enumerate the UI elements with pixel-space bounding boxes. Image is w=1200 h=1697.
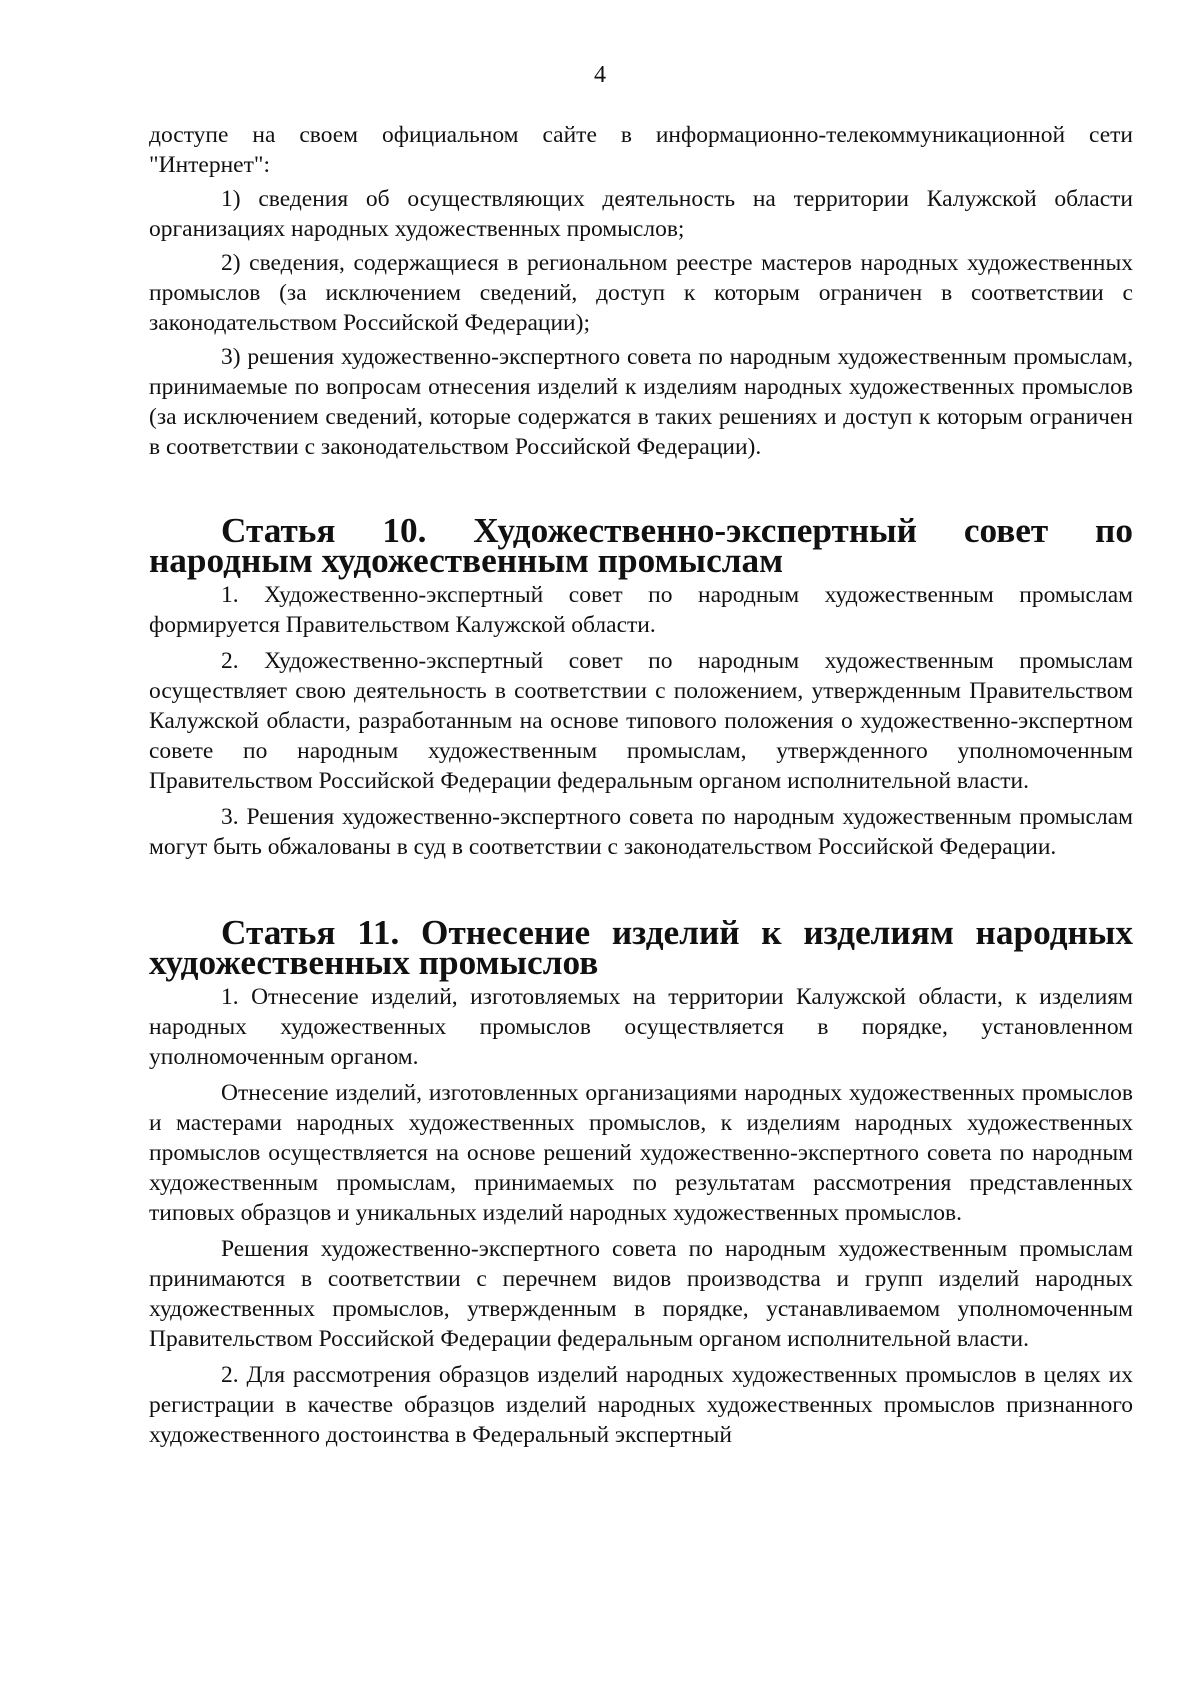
article-10-paragraph-3: 3. Решения художественно-экспертного совета по народным художественным промыслам могут быть обжалованы в суд в соответствии с законодательством Российской Федерации. (149, 804, 1133, 860)
document-body (149, 120, 1133, 1456)
article-11-heading: Статья 11. Отнесение изделий к изделиям народных художественных промыслов (149, 913, 1133, 982)
article-10-paragraph-2: 2. Художественно-экспертный совет по народным художественным промыслам осуществляет свою деятельность в соответствии с положением, утвержденным Правительством Калужской области, разработанным на основе типового положения о художественно-экспертном совете по народным художественным промыслам, утвержденного уполномоченным Правительством Российской Федерации федеральным органом исполнительной власти. (149, 648, 1133, 794)
list-item-2: 2) сведения, содержащиеся в региональном реестре мастеров народных художественных промыслов (за исключением сведений, доступ к которым ограничен в соответствии с законодательством Российской Федерации); (149, 250, 1133, 336)
article-10-heading: Статья 10. Художественно-экспертный совет по народным художественным промыслам (149, 511, 1133, 580)
list-item-3: 3) решения художественно-экспертного совета по народным художественным промыслам, принимаемые по вопросам отнесения изделий к изделиям народных художественных промыслов (за исключением сведений, которые содержатся в таких решениях и доступ к которым ограничен в соответствии с законодательством Российской Федерации). (149, 344, 1133, 460)
list-item-1: 1) сведения об осуществляющих деятельность на территории Калужской области организациях народных художественных промыслов; (149, 186, 1133, 242)
paragraph-continuation: доступе на своем официальном сайте в информационно-телекоммуникационной сети "Интернет": (149, 122, 1133, 178)
page-number: 4 (594, 62, 606, 88)
article-11-paragraph-1: 1. Отнесение изделий, изготовляемых на территории Калужской области, к изделиям народных художественных промыслов осуществляется в порядке, установленном уполномоченным органом. (149, 984, 1133, 1070)
article-11-paragraph-3: Решения художественно-экспертного совета по народным художественным промыслам принимаются в соответствии с перечнем видов производства и групп изделий народных художественных промыслов, утвержденным в порядке, устанавливаемом уполномоченным Правительством Российской Федерации федеральным органом исполнительной власти. (149, 1236, 1133, 1352)
article-11-paragraph-4: 2. Для рассмотрения образцов изделий народных художественных промыслов в целях их регистрации в качестве образцов изделий народных художественных промыслов признанного художественного достоинства в Федеральный экспертный (149, 1362, 1133, 1448)
article-11-paragraph-2: Отнесение изделий, изготовленных организациями народных художественных промыслов и мастерами народных художественных промыслов, к изделиям народных художественных промыслов осуществляется на основе решений художественно-экспертного совета по народным художественным промыслам, принимаемых по результатам рассмотрения представленных типовых образцов и уникальных изделий народных художественных промыслов. (149, 1080, 1133, 1226)
article-10-paragraph-1: 1. Художественно-экспертный совет по народным художественным промыслам формируется Правительством Калужской области. (149, 582, 1133, 638)
